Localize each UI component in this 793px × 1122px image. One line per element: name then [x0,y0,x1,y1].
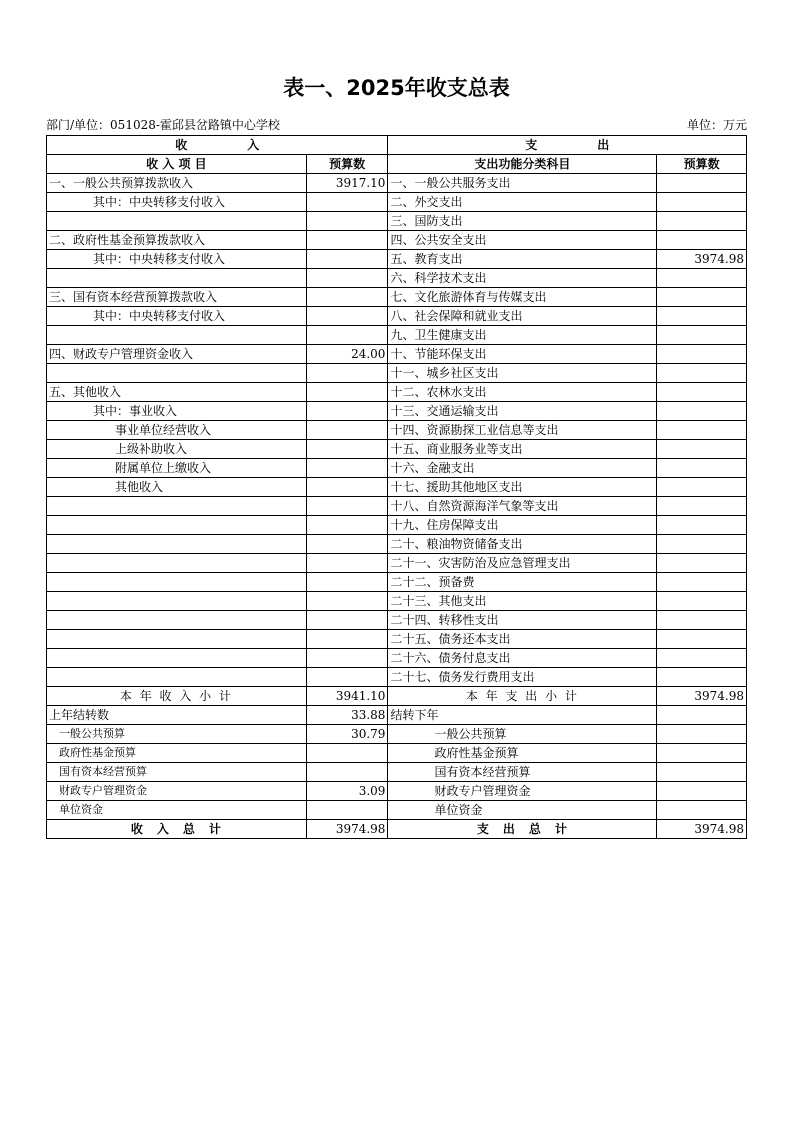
expense-item-header: 支出功能分类科目 [388,155,657,174]
table-row [47,364,747,383]
subtotal-row [47,687,747,706]
income-value-cell [306,364,388,383]
income-value-cell [306,516,388,535]
income-budget-header: 预算数 [306,155,388,174]
income-value-cell [306,326,388,345]
expense-value-cell [657,307,747,326]
carryover-row [47,763,747,782]
expense-value-cell [657,497,747,516]
carry-out-value [657,725,747,744]
income-item-cell: 其中：中央转移支付收入 [47,193,307,212]
carry-out-value [657,782,747,801]
income-item-cell: 其他收入 [47,478,307,497]
table-row [47,611,747,630]
income-value-cell [306,231,388,250]
income-value-cell [306,212,388,231]
income-value-cell [306,668,388,687]
carry-out-label: 国有资本经营预算 [388,763,657,782]
carryover-row [47,744,747,763]
expense-item-cell: 四、公共安全支出 [388,231,657,250]
carry-out-label: 结转下年 [388,706,657,725]
carry-out-label: 一般公共预算 [388,725,657,744]
expense-item-cell: 五、教育支出 [388,250,657,269]
carry-in-label: 上年结转数 [47,706,307,725]
expense-item-cell: 六、科学技术支出 [388,269,657,288]
income-value-cell [306,478,388,497]
income-value-cell [306,250,388,269]
expense-budget-header: 预算数 [657,155,747,174]
expense-total-value: 3974.98 [657,820,747,839]
income-item-cell [47,269,307,288]
table-row [47,478,747,497]
income-value-cell [306,288,388,307]
unit-label: 单位：万元 [686,118,747,132]
expense-item-cell: 二十二、预备费 [388,573,657,592]
income-item-cell: 四、财政专户管理资金收入 [47,345,307,364]
expense-value-cell [657,478,747,497]
expense-item-cell: 一、一般公共服务支出 [388,174,657,193]
department-label: 部门/单位：051028-霍邱县岔路镇中心学校 [46,118,280,132]
expense-item-cell: 七、文化旅游体育与传媒支出 [388,288,657,307]
income-value-cell [306,440,388,459]
table-header-row-2 [47,155,747,174]
income-subtotal-label: 本 年 收 入 小 计 [47,687,307,706]
table-row [47,250,747,269]
income-item-cell: 一、一般公共预算拨款收入 [47,174,307,193]
income-value-cell [306,497,388,516]
income-item-cell [47,364,307,383]
expense-subtotal-value: 3974.98 [657,687,747,706]
table-row [47,402,747,421]
table-row [47,307,747,326]
table-row [47,649,747,668]
expense-item-cell: 二十三、其他支出 [388,592,657,611]
expense-value-cell [657,288,747,307]
income-value-cell [306,611,388,630]
table-row [47,440,747,459]
expense-item-cell: 八、社会保障和就业支出 [388,307,657,326]
expense-item-cell: 二十一、灾害防治及应急管理支出 [388,554,657,573]
table-row [47,174,747,193]
table-row [47,459,747,478]
income-item-cell [47,212,307,231]
table-row [47,231,747,250]
expense-value-cell [657,668,747,687]
income-item-cell [47,573,307,592]
budget-summary-table [46,135,747,839]
table-row [47,592,747,611]
income-item-cell [47,497,307,516]
expense-item-cell: 十二、农林水支出 [388,383,657,402]
carry-out-value [657,763,747,782]
table-row [47,630,747,649]
income-value-cell [306,402,388,421]
carry-out-value [657,744,747,763]
expense-value-cell [657,516,747,535]
table-row [47,516,747,535]
carry-in-label: 国有资本经营预算 [47,763,307,782]
income-value-cell [306,592,388,611]
expense-item-cell: 十八、自然资源海洋气象等支出 [388,497,657,516]
table-row [47,497,747,516]
income-value-cell [306,421,388,440]
total-row [47,820,747,839]
income-subtotal-value: 3941.10 [306,687,388,706]
income-value-cell: 24.00 [306,345,388,364]
income-value-cell [306,307,388,326]
carryover-row [47,725,747,744]
table-header-row-1 [47,136,747,155]
expense-value-cell [657,440,747,459]
table-row [47,269,747,288]
carry-in-value: 3.09 [306,782,388,801]
income-item-cell: 五、其他收入 [47,383,307,402]
expense-item-cell: 十七、援助其他地区支出 [388,478,657,497]
expense-value-cell: 3974.98 [657,250,747,269]
income-item-cell [47,592,307,611]
expense-total-label: 支 出 总 计 [388,820,657,839]
table-row [47,193,747,212]
expense-item-cell: 十四、资源勘探工业信息等支出 [388,421,657,440]
expense-item-cell: 九、卫生健康支出 [388,326,657,345]
expense-item-cell: 二、外交支出 [388,193,657,212]
carry-in-label: 单位资金 [47,801,307,820]
expense-item-cell: 十六、金融支出 [388,459,657,478]
income-item-cell: 二、政府性基金预算拨款收入 [47,231,307,250]
carry-in-value: 30.79 [306,725,388,744]
income-item-cell [47,516,307,535]
table-row [47,288,747,307]
income-item-cell [47,668,307,687]
carry-out-value [657,706,747,725]
expense-item-cell: 十一、城乡社区支出 [388,364,657,383]
carry-out-label: 政府性基金预算 [388,744,657,763]
table-row [47,535,747,554]
income-value-cell: 3917.10 [306,174,388,193]
income-item-cell: 附属单位上缴收入 [47,459,307,478]
table-row [47,383,747,402]
expense-item-cell: 十九、住房保障支出 [388,516,657,535]
carryover-row [47,782,747,801]
income-item-cell: 三、国有资本经营预算拨款收入 [47,288,307,307]
carry-out-label: 财政专户管理资金 [388,782,657,801]
income-item-cell: 事业单位经营收入 [47,421,307,440]
expense-value-cell [657,421,747,440]
expense-value-cell [657,611,747,630]
carry-in-label: 财政专户管理资金 [47,782,307,801]
expense-value-cell [657,402,747,421]
income-total-label: 收 入 总 计 [47,820,307,839]
income-item-cell: 上级补助收入 [47,440,307,459]
expense-value-cell [657,345,747,364]
income-value-cell [306,554,388,573]
income-value-cell [306,649,388,668]
income-item-cell [47,649,307,668]
income-value-cell [306,630,388,649]
table-row [47,345,747,364]
carry-in-value [306,763,388,782]
expense-value-cell [657,212,747,231]
table-row [47,554,747,573]
expense-value-cell [657,364,747,383]
income-value-cell [306,535,388,554]
income-item-cell: 其中：中央转移支付收入 [47,307,307,326]
income-value-cell [306,383,388,402]
expense-value-cell [657,630,747,649]
expense-value-cell [657,535,747,554]
expense-value-cell [657,649,747,668]
expense-item-cell: 二十七、债务发行费用支出 [388,668,657,687]
expense-item-cell: 二十五、债务还本支出 [388,630,657,649]
carry-in-label: 政府性基金预算 [47,744,307,763]
income-value-cell [306,193,388,212]
table-row [47,326,747,345]
carry-out-value [657,801,747,820]
expense-subtotal-label: 本 年 支 出 小 计 [388,687,657,706]
table-row [47,573,747,592]
table-row [47,212,747,231]
carry-out-label: 单位资金 [388,801,657,820]
income-value-cell [306,459,388,478]
expense-value-cell [657,269,747,288]
income-item-cell: 其中：中央转移支付收入 [47,250,307,269]
expense-item-cell: 十、节能环保支出 [388,345,657,364]
carry-in-value [306,801,388,820]
expense-item-cell: 二十、粮油物资储备支出 [388,535,657,554]
expense-value-cell [657,383,747,402]
expense-value-cell [657,573,747,592]
expense-item-cell: 二十四、转移性支出 [388,611,657,630]
expense-value-cell [657,459,747,478]
expense-value-cell [657,231,747,250]
expense-item-cell: 二十六、债务付息支出 [388,649,657,668]
income-total-value: 3974.98 [306,820,388,839]
table-row [47,421,747,440]
income-item-cell [47,630,307,649]
income-item-cell [47,611,307,630]
table-row [47,668,747,687]
income-item-cell [47,326,307,345]
expense-value-cell [657,193,747,212]
expense-value-cell [657,326,747,345]
page-title: 表一、2025年收支总表 [283,76,510,100]
income-header: 收 入 [47,136,388,155]
expense-value-cell [657,174,747,193]
income-item-cell [47,554,307,573]
expense-header: 支 出 [388,136,747,155]
expense-value-cell [657,592,747,611]
income-item-cell [47,535,307,554]
carryover-row [47,801,747,820]
expense-item-cell: 十三、交通运输支出 [388,402,657,421]
income-value-cell [306,573,388,592]
income-item-cell: 其中：事业收入 [47,402,307,421]
carryover-row [47,706,747,725]
expense-item-cell: 三、国防支出 [388,212,657,231]
carry-in-value [306,744,388,763]
carry-in-label: 一般公共预算 [47,725,307,744]
expense-value-cell [657,554,747,573]
income-value-cell [306,269,388,288]
income-item-header: 收 入 项 目 [47,155,307,174]
carry-in-value: 33.88 [306,706,388,725]
expense-item-cell: 十五、商业服务业等支出 [388,440,657,459]
